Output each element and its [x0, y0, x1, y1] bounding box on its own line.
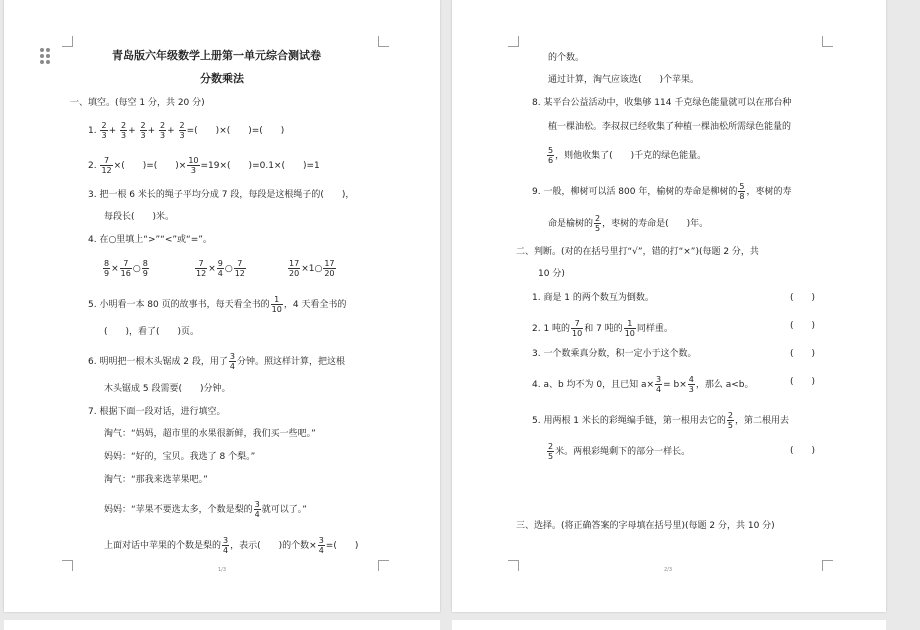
section-heading-line-2: 10 分) [538, 269, 565, 279]
comparison-1: $\frac{8}{9}$ × $\frac{7}{16}$ ○ $\frac{8}{9}$ [104, 259, 148, 278]
page-subtitle: 分数乘法 [200, 72, 244, 85]
text-line: 的个数。 [548, 53, 585, 63]
crop-mark [62, 560, 73, 571]
text-line: 通过计算，淘气应该选( )个苹果。 [548, 75, 700, 85]
answer-blank[interactable]: ( ) [790, 377, 816, 387]
question-5: 5. 小明看一本 80 页的故事书，每天看全书的 $\frac{1}{10}$ ，4 天看全书的 [88, 295, 347, 314]
next-page-edge [452, 620, 886, 630]
question-1: 1. $\frac{2}{3}$ + $\frac{2}{3}$ + $\frac{2}{3}$ + $\frac{2}{3}$ + $\frac{2}{3}$ =( )×( )=( ) [88, 121, 285, 140]
page-number: 1/3 [218, 567, 227, 573]
judgment-4: 4. a、b 均不为 0，且已知 a× $\frac{3}{4}$ = b× $\frac{4}{3}$ ，那么 a<b。 [532, 375, 754, 394]
crop-mark [822, 36, 833, 47]
question-9: 9. 一般，柳树可以活 800 年，榆树的寿命是柳树的 $\frac{5}{8}$ ，枣树的寿 [532, 182, 792, 201]
dialogue-line: 淘气：“那我来选苹果吧。” [104, 475, 208, 485]
answer-blank[interactable]: ( ) [790, 349, 816, 359]
crop-mark [508, 36, 519, 47]
dialogue-line: 妈妈：“苹果不要选太多，个数是梨的 $\frac{3}{4}$ 就可以了。” [104, 500, 307, 519]
crop-mark [822, 560, 833, 571]
comparison-2: $\frac{7}{12}$ × $\frac{9}{4}$ ○ $\frac{7}{12}$ [196, 259, 245, 278]
question-6-line-2: 木头锯成 5 段需要( )分钟。 [104, 384, 231, 394]
comparison-3: $\frac{17}{20}$ ×1○ $\frac{17}{20}$ [289, 259, 335, 278]
question-6: 6. 明明把一根木头锯成 2 段，用了 $\frac{3}{4}$ 分钟。照这样计算，把这根 [88, 352, 346, 371]
answer-blank[interactable]: ( ) [790, 446, 816, 456]
answer-blank[interactable]: ( ) [790, 321, 816, 331]
section-heading: 一、填空。(每空 1 分，共 20 分) [70, 98, 205, 108]
question-7: 7. 根据下面一段对话，进行填空。 [88, 407, 226, 417]
next-page-edge [4, 620, 440, 630]
crop-mark [378, 560, 389, 571]
question-2: 2. $\frac{7}{12}$ ×( )=( )× $\frac{10}{3}$ =19×( )=0.1×( )=1 [88, 156, 320, 175]
dialogue-line: 淘气：“妈妈，超市里的水果很新鲜，我们买一些吧。” [104, 429, 316, 439]
document-page-2 [452, 0, 886, 612]
judgment-5-line-2: $\frac{2}{5}$ 米。两根彩绳剩下的部分一样长。 [548, 442, 691, 461]
question-9-line-2: 命是榆树的 $\frac{2}{5}$ ，枣树的寿命是( )年。 [548, 214, 709, 233]
question-3: 3. 把一根 6 米长的绳子平均分成 7 段，每段是这根绳子的( )， [88, 190, 355, 200]
question-8-line-2: 植一棵油松。李叔叔已经收集了种植一棵油松所需绿色能量的 [548, 122, 792, 132]
crop-mark [378, 36, 389, 47]
drag-handle-icon[interactable] [40, 48, 50, 64]
question-5-line-2: ( )，看了( )页。 [104, 327, 200, 337]
question-3-line-2: 每段长( )米。 [104, 212, 175, 222]
section-heading: 三、选择。(将正确答案的字母填在括号里)(每题 2 分，共 10 分) [516, 521, 775, 531]
page-number: 2/3 [664, 567, 673, 573]
answer-blank[interactable]: ( ) [790, 293, 816, 303]
section-heading: 二、判断。(对的在括号里打“√”，错的打“×”)(每题 2 分，共 [516, 247, 759, 257]
dialogue-line: 妈妈：“好的，宝贝。我选了 8 个梨。” [104, 452, 256, 462]
question-8-line-3: $\frac{5}{6}$ ，则他收集了( )千克的绿色能量。 [548, 146, 707, 165]
judgment-1: 1. 商是 1 的两个数互为倒数。 [532, 293, 654, 303]
question-4: 4. 在○里填上“>”“<”或“=”。 [88, 235, 212, 245]
crop-mark [62, 36, 73, 47]
question-7-fill: 上面对话中苹果的个数是梨的 $\frac{3}{4}$ ，表示( )的个数× $\frac{3}{4}$ =( ) [104, 536, 359, 555]
question-8: 8. 某平台公益活动中，收集够 114 千克绿色能量就可以在邢台种 [532, 98, 792, 108]
judgment-2: 2. 1 吨的 $\frac{7}{10}$ 和 7 吨的 $\frac{1}{10}$ 同样重。 [532, 319, 673, 338]
document-page-1 [4, 0, 440, 612]
judgment-3: 3. 一个数乘真分数，积一定小于这个数。 [532, 349, 697, 359]
page-title: 青岛版六年级数学上册第一单元综合测试卷 [112, 49, 321, 62]
crop-mark [508, 560, 519, 571]
judgment-5: 5. 用两根 1 米长的彩绳编手链，第一根用去它的 $\frac{2}{5}$ ，第二根用去 [532, 411, 790, 430]
